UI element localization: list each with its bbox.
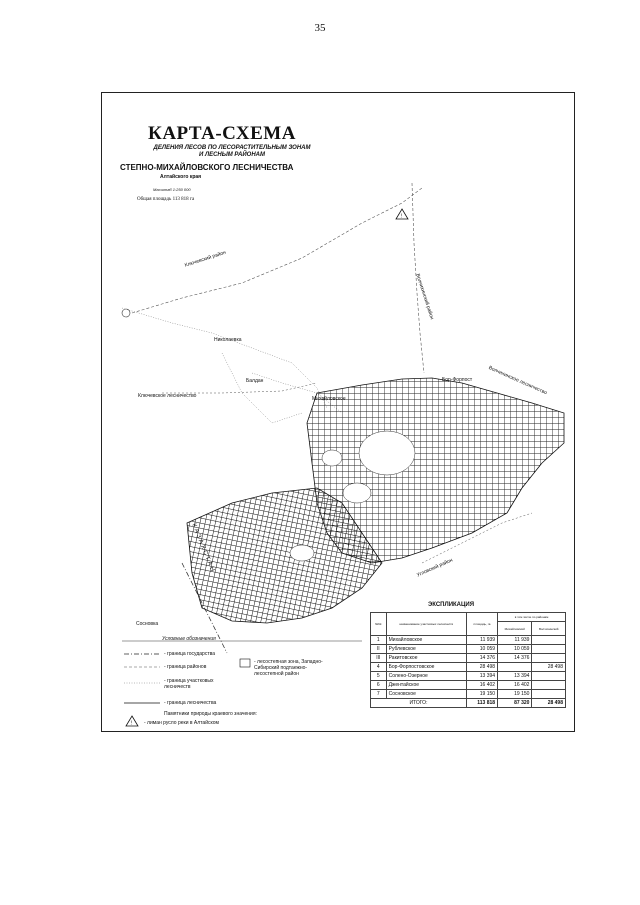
subtitle-line-2: И ЛЕСНЫМ РАЙОНАМ (198, 152, 266, 158)
cell-num: II (371, 645, 387, 654)
table-total-row (371, 699, 566, 708)
col-split: в том числе по районам (498, 613, 566, 622)
label-sosnovka: Сосновка (136, 621, 159, 627)
subtitle-line-1: ДЕЛЕНИЯ ЛЕСОВ ПО ЛЕСОРАСТИТЕЛЬНЫМ ЗОНАМ (153, 145, 311, 151)
region-label: Алтайского края (160, 174, 202, 180)
svg-text:!: ! (400, 213, 402, 220)
map-title: КАРТА-СХЕМА (148, 123, 296, 144)
col-name: наименование участковых лесничеств (386, 613, 466, 636)
legend-monument-title: Памятники природы краевого значения: (164, 711, 257, 717)
table-row (371, 681, 566, 690)
label-volchikhinsky-district: Волчихинский район (414, 273, 435, 321)
cell-num: III (371, 654, 387, 663)
cell-a: 19 150 (498, 690, 532, 699)
table-row (371, 690, 566, 699)
label-uglovsky-district: Угловский район (416, 557, 454, 579)
lake (359, 431, 415, 475)
col-area: площадь, га (466, 613, 497, 636)
label-bor-forpost: Бор-Форпост (442, 377, 473, 383)
table-row (371, 672, 566, 681)
legend-monument-triangle-icon (126, 716, 138, 726)
cell-num: 5 (371, 672, 387, 681)
cell-name: Ракитовское (386, 654, 466, 663)
cell-b (532, 645, 566, 654)
map-subtitle (122, 145, 342, 159)
label-mikhaylovskoe: Михайловское (312, 396, 346, 402)
legend-zone-note: - лесостепная зона, Западно-Сибирский подтаежно-лесостепной район (254, 659, 323, 677)
cell-num: 4 (371, 663, 387, 672)
cell-b (532, 690, 566, 699)
cell-name: Сосновское (386, 690, 466, 699)
cell-area: 28 498 (466, 663, 497, 672)
cell-area: 11 939 (466, 636, 497, 645)
legend-forestry-border: - граница лесничества (164, 700, 217, 706)
cell-a: 14 376 (498, 654, 532, 663)
cell-name: Рублевское (386, 645, 466, 654)
cell-area: 14 376 (466, 654, 497, 663)
cell-b (532, 672, 566, 681)
lake (322, 450, 342, 466)
page-number: 35 (314, 22, 326, 34)
label-nikolaevka: Николаевка (214, 337, 242, 343)
legend-title: Условные обозначения (162, 636, 216, 642)
road (222, 353, 302, 423)
total-area: 113 818 (466, 699, 497, 708)
explication-header-row (371, 613, 566, 622)
cell-name: Михайловское (386, 636, 466, 645)
cell-name: Бор-Форпостовское (386, 663, 466, 672)
district-boundary (132, 188, 422, 313)
table-row (371, 645, 566, 654)
table-row (371, 636, 566, 645)
cell-b (532, 636, 566, 645)
cell-name: Солено-Озерное (386, 672, 466, 681)
total-a: 87 320 (498, 699, 532, 708)
district-boundary (162, 383, 317, 393)
forestry-title: СТЕПНО-МИХАЙЛОВСКОГО ЛЕСНИЧЕСТВА (120, 163, 294, 172)
label-klyuchevskoe-forestry: Ключевское лесничество (138, 393, 197, 399)
cell-num: 1 (371, 636, 387, 645)
settlement-symbol (122, 309, 130, 317)
lake (343, 483, 371, 503)
table-row (371, 654, 566, 663)
cell-a (498, 663, 532, 672)
col-volchikhinsky: Волчихинский (532, 622, 566, 636)
col-mikhaylovsky: Михайловский (498, 622, 532, 636)
label-volchikhinskoe-forestry: Волчихинское лесничество (487, 365, 548, 397)
cell-area: 10 059 (466, 645, 497, 654)
cell-num: 7 (371, 690, 387, 699)
monument-triangle-icon (396, 209, 408, 219)
explication-table (370, 612, 566, 708)
total-area-label: Общая площадь 113 818 га (137, 197, 195, 202)
legend-uchastok-border: - граница участковых лесничеств (164, 678, 214, 690)
cell-a: 16 402 (498, 681, 532, 690)
cell-b (532, 681, 566, 690)
cell-b: 28 498 (532, 663, 566, 672)
svg-text:!: ! (130, 720, 132, 727)
lake (290, 545, 314, 561)
cell-area: 19 150 (466, 690, 497, 699)
table-row (371, 663, 566, 672)
cell-area: 13 394 (466, 672, 497, 681)
explication-title: ЭКСПЛИКАЦИЯ (428, 602, 475, 608)
cell-a: 10 059 (498, 645, 532, 654)
legend-district-border: - граница районов (164, 664, 207, 670)
cell-name: Джентайское (386, 681, 466, 690)
total-b: 28 498 (532, 699, 566, 708)
legend-zone-swatch (240, 659, 250, 667)
cell-area: 16 402 (466, 681, 497, 690)
legend-state-border: - граница государства (164, 651, 216, 657)
cell-a: 13 394 (498, 672, 532, 681)
total-label: ИТОГО: (371, 699, 467, 708)
legend-monument-item: - лиман русло реки в Алтайском (144, 720, 219, 726)
cell-a: 11 939 (498, 636, 532, 645)
map-frame (101, 92, 575, 732)
label-kazakhstan: КАЗАХСТАН (190, 523, 216, 575)
cell-num: 6 (371, 681, 387, 690)
cell-b (532, 654, 566, 663)
scale-label: Масштаб 1:250 000 (153, 187, 191, 192)
col-num: №№ (371, 613, 387, 636)
label-baldan: Балдан (246, 378, 264, 384)
label-klyuchevskoy-district: Ключевский район (184, 249, 227, 269)
